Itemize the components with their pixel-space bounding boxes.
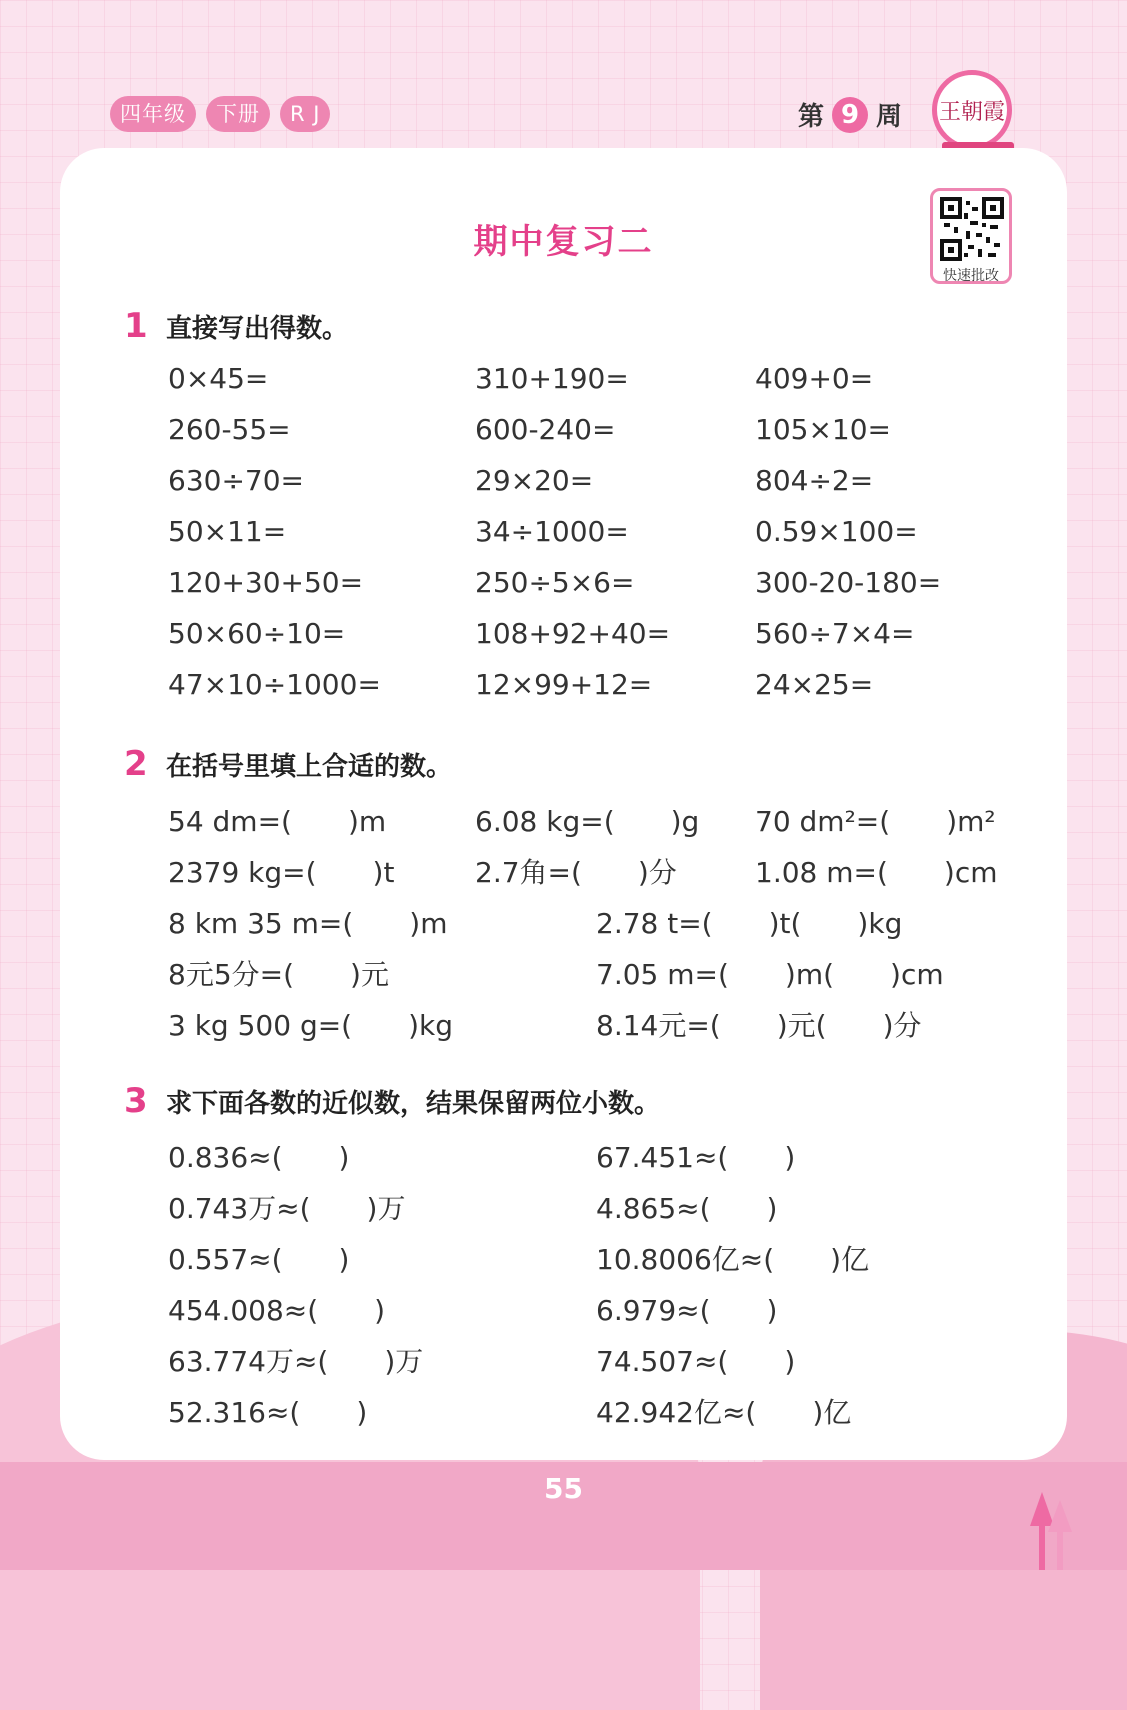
section-2-header — [124, 744, 452, 784]
exercise-item: 7.05 m=( )m( )cm — [596, 958, 944, 991]
qr-code-icon — [940, 197, 1004, 261]
edition-badge: R J — [280, 96, 330, 132]
page-number: 55 — [544, 1472, 583, 1505]
exercise-item: 29×20= — [475, 464, 594, 497]
arrows-icon — [1028, 1492, 1076, 1570]
exercise-item: 42.942亿≈( )亿 — [596, 1396, 852, 1429]
exercise-item: 260-55= — [168, 413, 291, 446]
exercise-item: 3 kg 500 g=( )kg — [168, 1009, 454, 1042]
exercise-item: 0×45= — [168, 362, 269, 395]
exercise-item: 630÷70= — [168, 464, 304, 497]
exercise-item: 12×99+12= — [475, 668, 653, 701]
exercise-item: 47×10÷1000= — [168, 668, 381, 701]
exercise-item: 6.08 kg=( )g — [475, 805, 700, 838]
exercise-item: 120+30+50= — [168, 566, 364, 599]
week-suffix: 周 — [876, 102, 903, 132]
exercise-item: 74.507≈( ) — [596, 1345, 796, 1378]
exercise-item: 250÷5×6= — [475, 566, 635, 599]
exercise-item: 50×11= — [168, 515, 287, 548]
exercise-item: 67.451≈( ) — [596, 1141, 796, 1174]
exercise-item: 34÷1000= — [475, 515, 629, 548]
section-heading: 求下面各数的近似数，结果保留两位小数。 — [166, 1088, 661, 1119]
exercise-item: 1.08 m=( )cm — [755, 856, 998, 889]
exercise-item: 70 dm²=( )m² — [755, 805, 996, 838]
section-heading: 在括号里填上合适的数。 — [166, 751, 453, 782]
grade-badge: 四年级 — [110, 96, 196, 132]
exercise-item: 560÷7×4= — [755, 617, 915, 650]
qr-code[interactable] — [930, 188, 1012, 284]
exercise-item: 8.14元=( )元( )分 — [596, 1009, 922, 1042]
logo-text: 王朝霞 — [938, 99, 1005, 125]
grade-badges — [110, 96, 330, 132]
qr-label: 快速批改 — [943, 268, 999, 284]
section-1-header — [124, 306, 348, 346]
exercise-item: 0.743万≈( )万 — [168, 1192, 406, 1225]
section-number: 1 — [124, 306, 148, 346]
exercise-item: 6.979≈( ) — [596, 1294, 778, 1327]
exercise-item: 105×10= — [755, 413, 891, 446]
page-title: 期中复习二 — [473, 222, 654, 262]
section-3-header — [124, 1081, 660, 1121]
section-number: 2 — [124, 744, 148, 784]
exercise-item: 52.316≈( ) — [168, 1396, 368, 1429]
brand-logo — [932, 70, 1012, 150]
exercise-item: 8 km 35 m=( )m — [168, 907, 448, 940]
exercise-item: 804÷2= — [755, 464, 874, 497]
week-prefix: 第 — [798, 102, 825, 132]
exercise-item: 50×60÷10= — [168, 617, 346, 650]
week-number: 9 — [832, 97, 868, 133]
exercise-item: 63.774万≈( )万 — [168, 1345, 424, 1378]
exercise-item: 10.8006亿≈( )亿 — [596, 1243, 870, 1276]
section-number: 3 — [124, 1081, 148, 1121]
exercise-item: 108+92+40= — [475, 617, 671, 650]
exercise-item: 409+0= — [755, 362, 874, 395]
exercise-item: 300-20-180= — [755, 566, 942, 599]
exercise-item: 600-240= — [475, 413, 616, 446]
exercise-item: 0.59×100= — [755, 515, 918, 548]
exercise-item: 454.008≈( ) — [168, 1294, 386, 1327]
section-heading: 直接写出得数。 — [166, 313, 349, 344]
exercise-item: 0.557≈( ) — [168, 1243, 350, 1276]
exercise-item: 4.865≈( ) — [596, 1192, 778, 1225]
exercise-item: 2379 kg=( )t — [168, 856, 395, 889]
week-label — [798, 96, 902, 133]
exercise-item: 2.7角=( )分 — [475, 856, 677, 889]
volume-badge: 下册 — [206, 96, 270, 132]
exercise-item: 0.836≈( ) — [168, 1141, 350, 1174]
exercise-item: 54 dm=( )m — [168, 805, 387, 838]
exercise-item: 310+190= — [475, 362, 629, 395]
exercise-item: 24×25= — [755, 668, 874, 701]
exercise-item: 2.78 t=( )t( )kg — [596, 907, 903, 940]
exercise-item: 8元5分=( )元 — [168, 958, 389, 991]
